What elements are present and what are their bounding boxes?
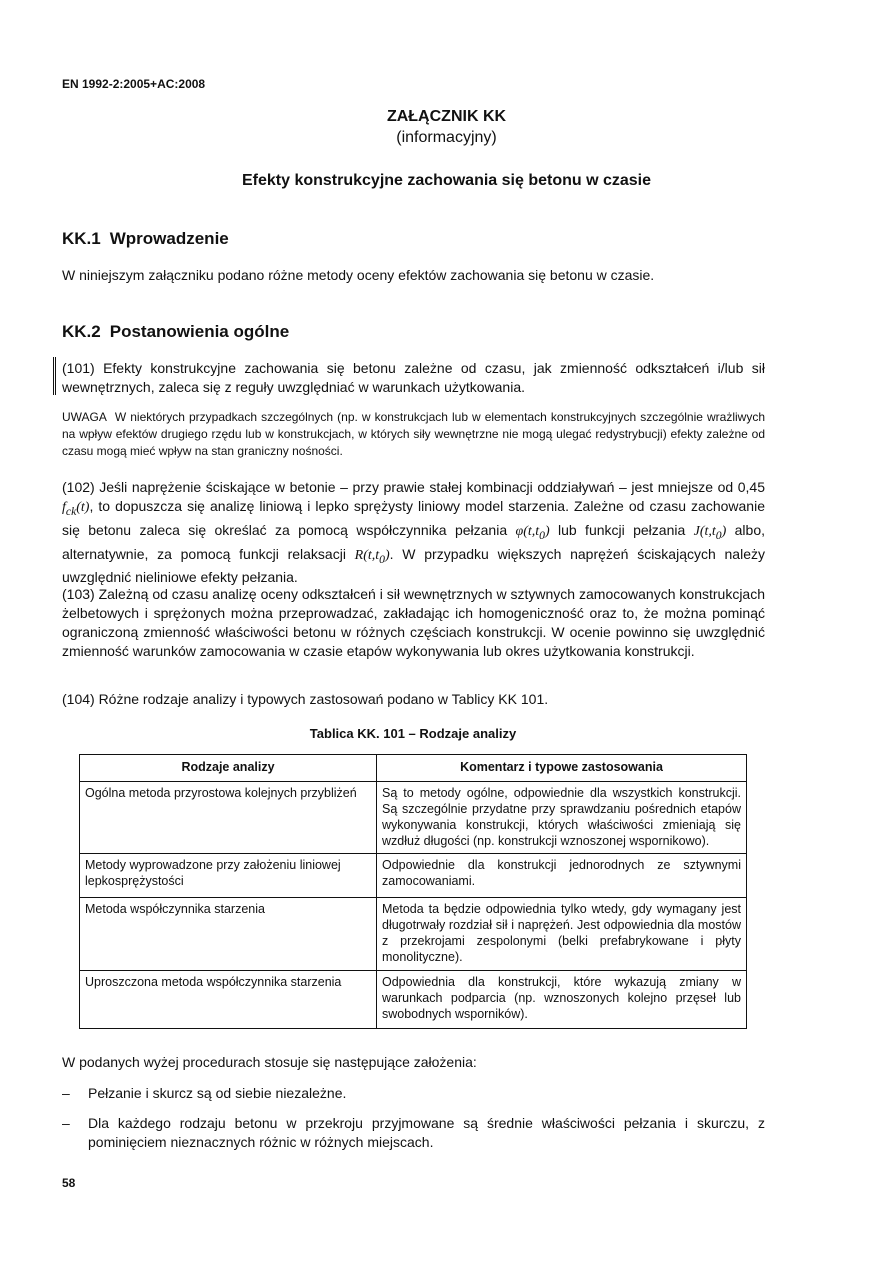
- section-heading-kk2: [62, 322, 289, 342]
- list-item: [62, 1084, 765, 1103]
- annex-heading: Efekty konstrukcyjne zachowania się betonu w czasie: [241, 172, 652, 189]
- page-number: 58: [62, 1176, 76, 1190]
- analysis-type-cell: Metody wyprowadzone przy założeniu liniowej lepkosprężystości: [80, 854, 377, 898]
- section-number: KK.1: [62, 229, 101, 248]
- comment-cell: Odpowiednie dla konstrukcji jednorodnych ze sztywnymi zamocowaniami.: [377, 854, 747, 898]
- change-bar: [53, 357, 56, 395]
- table-row: [80, 898, 747, 971]
- section-number: KK.2: [62, 322, 101, 341]
- paragraph-103: (103) Zależną od czasu analizę oceny odkształceń i sił wewnętrznych w sztywnych zamocowanych konstrukcjach żelbetowych i sprężonych można przeprowadzać, zakładając ich homogeniczność oraz to, że można pominąć ograniczoną zmienność właściwości betonu w różnych częściach konstrukcji. W ocenie powinno się uwzględnić zmienność warunków zamocowania w czasie etapów wykonywania lub okres użytkowania konstrukcji.: [62, 586, 765, 659]
- dash-marker: –: [62, 1085, 70, 1101]
- comment-cell: Są to metody ogólne, odpowiednie dla wszystkich konstrukcji. Są szczególnie przydatne przy sprawdzaniu pośrednich etapów wykonywania konstrukcji, których właściwości zmieniają się wzdłuż długości (np. konstrukcji wznoszonej wspornikowo).: [377, 782, 747, 854]
- j-symbol: $J(t,t_0)$: [693, 523, 727, 542]
- table-row: [80, 782, 747, 854]
- table-header-row: [80, 755, 747, 782]
- p102-text-c: lub funkcji pełzania: [549, 521, 694, 538]
- table-header-cell: Komentarz i typowe zastosowania: [377, 755, 747, 782]
- p102-text-a: (102) Jeśli naprężenie ściskające w betonie – przy prawie stałej kombinacji oddziaływań – jest mniejsze od 0,45: [62, 479, 765, 495]
- standard-header: EN 1992-2:2005+AC:2008: [62, 77, 206, 91]
- table-title: Tablica KK. 101 – Rodzaje analizy: [309, 726, 517, 741]
- note: [62, 409, 765, 460]
- analysis-types-table: [79, 754, 747, 1029]
- table-header-cell: Rodzaje analizy: [80, 755, 377, 782]
- note-label: UWAGA: [62, 410, 107, 424]
- comment-cell: Odpowiednia dla konstrukcji, które wykazują zmiany w warunkach podparcia (np. wznoszonych kolejno przęseł lub swobodnych wsporników).: [377, 971, 747, 1029]
- phi-symbol: $\varphi(t,t_0)$: [515, 523, 550, 542]
- assumptions-intro: W podanych wyżej procedurach stosuje się następujące założenia:: [62, 1054, 477, 1070]
- table-row: [80, 854, 747, 898]
- table-row: [80, 971, 747, 1029]
- p102-text-e: . W przypadku większych naprężeń ściskających należy uwzględnić nieliniowe efekty pełzania.: [62, 545, 765, 586]
- analysis-type-cell: Uproszczona metoda współczynnika starzenia: [80, 971, 377, 1029]
- section-title: Wprowadzenie: [109, 229, 229, 248]
- p102-text-d: albo, alternatywnie, za pomocą funkcji relaksacji: [62, 521, 766, 562]
- p102-text-b: , to dopuszcza się analizę liniową i lepko sprężysty liniowy model starzenia. Zależne od czasu zachowanie się betonu zaleca się określać za pomocą współczynnika pełzania: [62, 498, 765, 538]
- list-item: [62, 1114, 765, 1152]
- note-text: W niektórych przypadkach szczególnych (np. w konstrukcjach lub w elementach konstrukcyjnych szczególnie wrażliwych na wpływ efektów drugiego rzędu lub w konstrukcjach, w których siły wewnętrzne nie mogą ulegać redystrybucji) efekty zależne od czasu mogą mieć wpływ na stan graniczny nośności.: [62, 410, 765, 458]
- paragraph-101: (101) Efekty konstrukcyjne zachowania się betonu zależne od czasu, jak zmienność odkształceń i/lub sił wewnętrznych, zaleca się z reguły uwzględniać w warunkach użytkowania.: [62, 360, 765, 395]
- comment-cell: Metoda ta będzie odpowiednia tylko wtedy, gdy wymagany jest długotrwały rozdział sił i naprężeń. Jest odpowiednia dla mostów z przekrojami zespolonymi (belki prefabrykowane i płyty monolityczne).: [377, 898, 747, 971]
- section1-text: W niniejszym załączniku podano różne metody oceny efektów zachowania się betonu w czasie.: [62, 267, 655, 283]
- list-item-text: Dla każdego rodzaju betonu w przekroju przyjmowane są średnie właściwości pełzania i skurczu, z pominięciem nieznacznych różnic w różnych miejscach.: [88, 1115, 765, 1150]
- paragraph-102: [62, 478, 765, 587]
- fck-symbol: $f_{ck}(t)$: [62, 500, 90, 518]
- analysis-type-cell: Ogólna metoda przyrostowa kolejnych przybliżeń: [80, 782, 377, 854]
- analysis-type-cell: Metoda współczynnika starzenia: [80, 898, 377, 971]
- paragraph-104: (104) Różne rodzaje analizy i typowych zastosowań podano w Tablicy KK 101.: [62, 691, 549, 707]
- dash-marker: –: [62, 1115, 70, 1131]
- section-heading-kk1: [62, 229, 229, 249]
- list-item-text: Pełzanie i skurcz są od siebie niezależne.: [88, 1085, 347, 1101]
- section-title: Postanowienia ogólne: [109, 322, 290, 341]
- annex-subtitle: (informacyjny): [396, 129, 497, 146]
- annex-title: ZAŁĄCZNIK KK: [386, 108, 507, 125]
- r-symbol: $R(t,t_0)$: [354, 547, 390, 566]
